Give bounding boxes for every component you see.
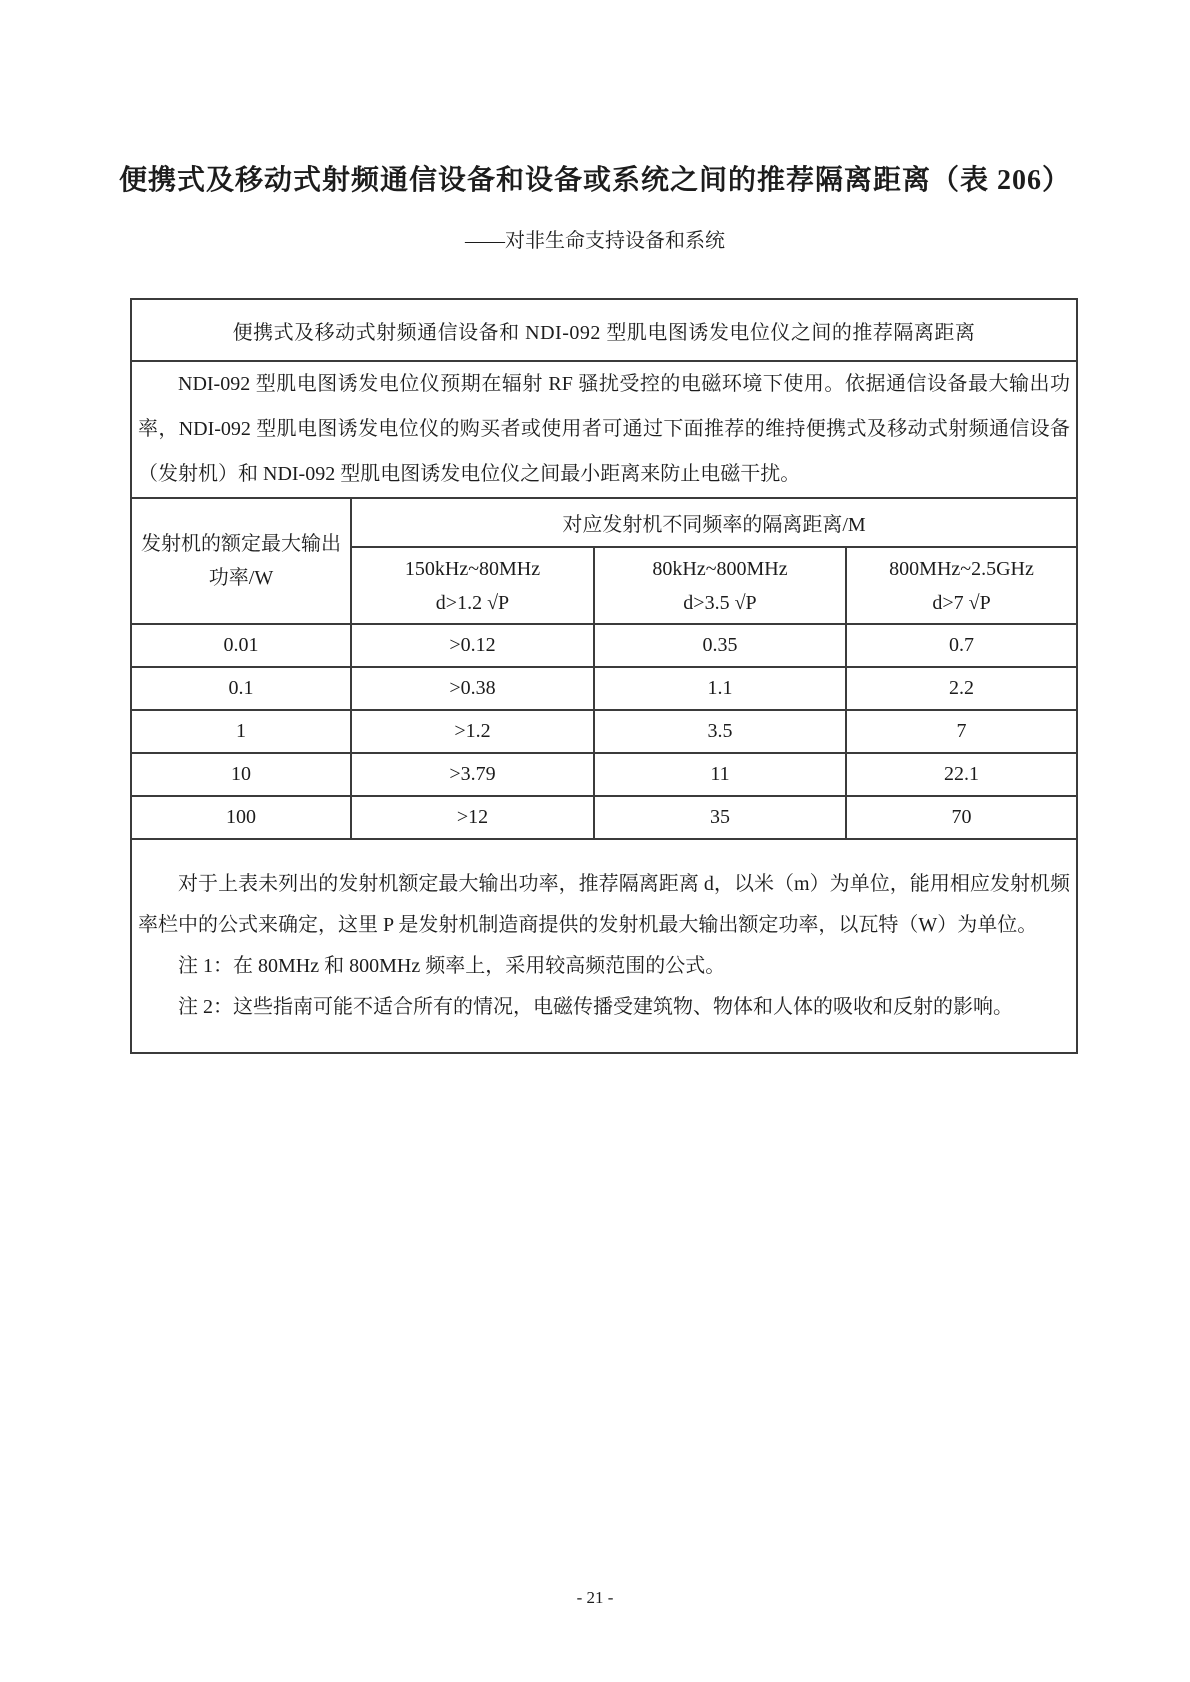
table-notes-cell bbox=[131, 839, 1077, 1053]
frequency-range-header-1 bbox=[351, 547, 594, 624]
distance-cell: 2.2 bbox=[846, 667, 1077, 710]
distance-cell: >0.12 bbox=[351, 624, 594, 667]
frequency-range-label: 800MHz~2.5GHz bbox=[889, 557, 1034, 580]
distance-cell: >1.2 bbox=[351, 710, 594, 753]
notes-row bbox=[131, 839, 1077, 1053]
frequency-range-header-3 bbox=[846, 547, 1077, 624]
distance-cell: 1.1 bbox=[594, 667, 846, 710]
table-row bbox=[131, 796, 1077, 839]
distance-cell: 0.35 bbox=[594, 624, 846, 667]
power-cell: 10 bbox=[131, 753, 351, 796]
note-2: 注 2：这些指南可能不适合所有的情况，电磁传播受建筑物、物体和人体的吸收和反射的影响。 bbox=[178, 996, 1013, 1018]
distance-cell: 11 bbox=[594, 753, 846, 796]
page-title: 便携式及移动式射频通信设备和设备或系统之间的推荐隔离距离（表 206） bbox=[118, 165, 1071, 196]
page-subtitle: ——对非生命支持设备和系统 bbox=[465, 230, 725, 252]
table-caption: 便携式及移动式射频通信设备和 NDI-092 型肌电图诱发电位仪之间的推荐隔离距离 bbox=[131, 299, 1077, 361]
power-cell: 100 bbox=[131, 796, 351, 839]
power-cell: 0.01 bbox=[131, 624, 351, 667]
distance-cell: 3.5 bbox=[594, 710, 846, 753]
distance-cell: 22.1 bbox=[846, 753, 1077, 796]
power-column-header: 发射机的额定最大输出功率/W bbox=[131, 498, 351, 624]
header-row-top bbox=[131, 498, 1077, 547]
note-1: 注 1：在 80MHz 和 800MHz 频率上，采用较高频范围的公式。 bbox=[178, 955, 726, 977]
table-row bbox=[131, 753, 1077, 796]
distance-cell: 70 bbox=[846, 796, 1077, 839]
distance-formula-label: d>1.2 √P bbox=[435, 591, 510, 614]
notes-paragraph: 对于上表未列出的发射机额定最大输出功率，推荐隔离距离 d，以米（m）为单位，能用相应发射机频率栏中的公式来确定，这里 P 是发射机制造商提供的发射机最大输出额定功率，以瓦特（W）为单位。 bbox=[138, 873, 1071, 936]
distance-cell: >12 bbox=[351, 796, 594, 839]
frequency-range-label: 80kHz~800MHz bbox=[652, 557, 788, 580]
frequency-group-header: 对应发射机不同频率的隔离距离/M bbox=[351, 498, 1077, 547]
caption-row bbox=[131, 299, 1077, 361]
distance-cell: 35 bbox=[594, 796, 846, 839]
distance-formula-label: d>3.5 √P bbox=[683, 591, 757, 614]
table-row bbox=[131, 667, 1077, 710]
frequency-range-label: 150kHz~80MHz bbox=[404, 557, 541, 580]
table-row bbox=[131, 624, 1077, 667]
table-row bbox=[131, 710, 1077, 753]
distance-cell: 0.7 bbox=[846, 624, 1077, 667]
page-number: - 21 - bbox=[576, 1588, 614, 1607]
power-cell: 1 bbox=[131, 710, 351, 753]
distance-cell: >0.38 bbox=[351, 667, 594, 710]
distance-cell: 7 bbox=[846, 710, 1077, 753]
separation-distance-table bbox=[130, 298, 1078, 1054]
intro-row bbox=[131, 361, 1077, 498]
table-intro-cell bbox=[131, 361, 1077, 498]
frequency-range-header-2 bbox=[594, 547, 846, 624]
distance-formula-label: d>7 √P bbox=[932, 591, 991, 614]
power-cell: 0.1 bbox=[131, 667, 351, 710]
table-intro-text: NDI-092 型肌电图诱发电位仪预期在辐射 RF 骚扰受控的电磁环境下使用。依据通信设备最大输出功率，NDI-092 型肌电图诱发电位仪的购买者或使用者可通过下面推荐的维持便携式及移动式射频通信设备（发射机）和 NDI-092 型肌电图诱发电位仪之间最小距离来防止电磁干扰。 bbox=[138, 373, 1071, 485]
distance-cell: >3.79 bbox=[351, 753, 594, 796]
